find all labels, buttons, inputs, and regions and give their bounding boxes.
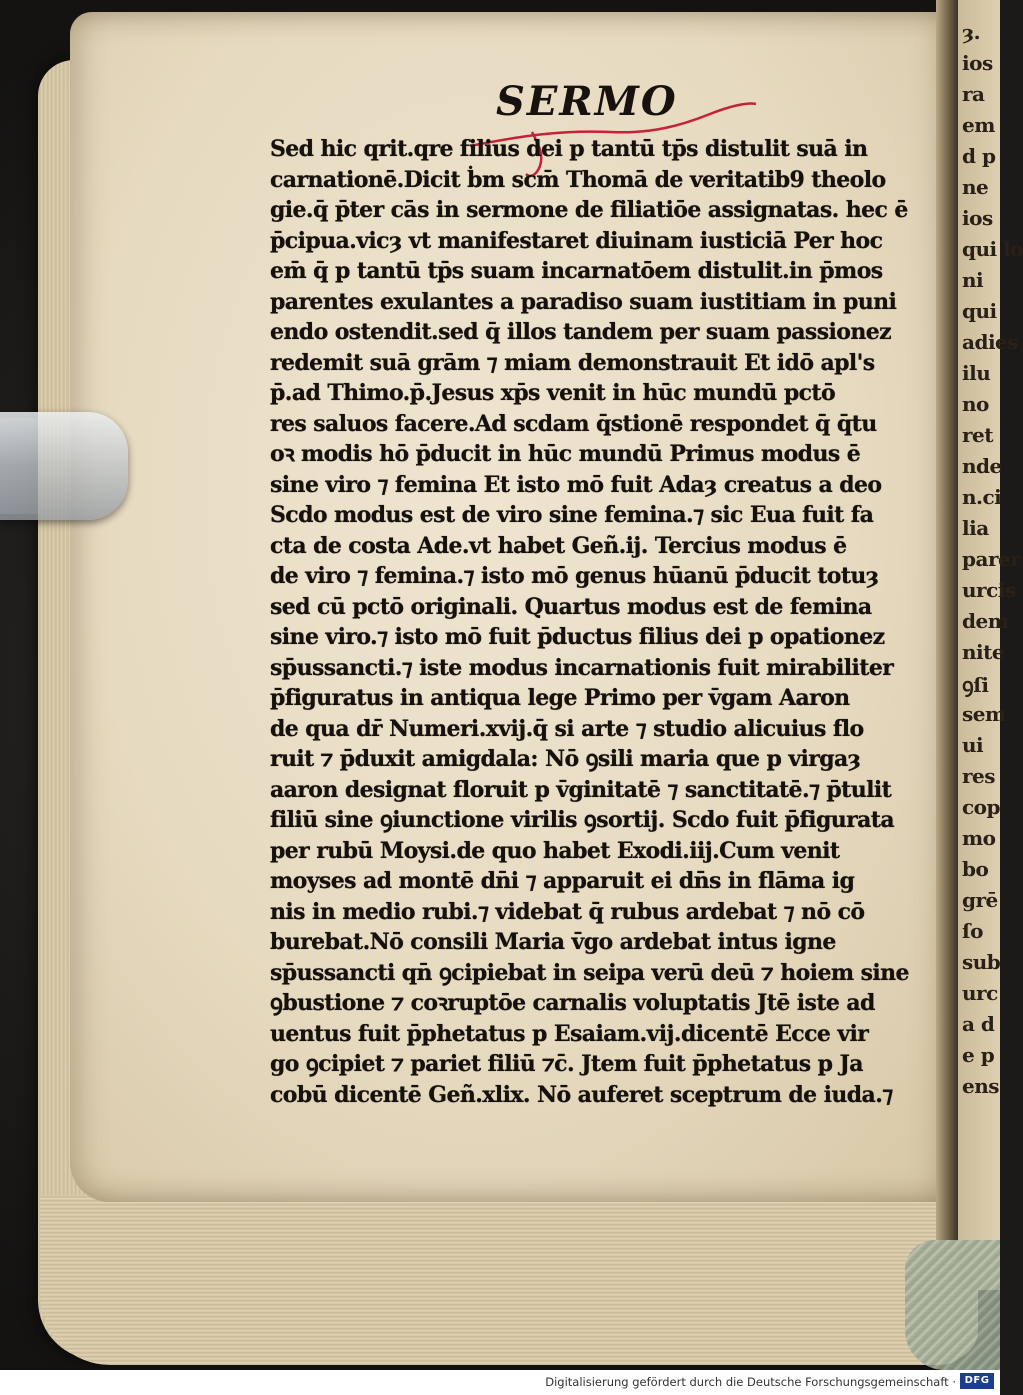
right-page-sliver: [958, 0, 1023, 1290]
page-heading: SERMO: [496, 78, 678, 125]
text-line: uentus fuit p̄phetatus p Esaiam.vij.dicentē Ecce vir: [270, 1020, 869, 1047]
right-page-fragment: grē: [962, 888, 998, 912]
text-line: sine viro.⁊ isto mō fuit p̄ductus filius dei p opationez: [270, 624, 885, 650]
text-line: res saluos facere.Ad scdam q̄stionē respondet q̄ q̄tu: [270, 410, 877, 437]
right-page-fragment: ne: [962, 175, 989, 199]
dfg-logo: DFG: [960, 1373, 994, 1389]
text-line: cobū dicentē Geñ.xlix. Nō auferet sceptrum de iuda.⁊: [270, 1081, 893, 1108]
text-line: endo ostendit.sed q̄ illos tandem per suam passionez: [270, 319, 892, 345]
right-page-fragment: nde: [962, 454, 1002, 478]
text-line: sp̄ussancti qn̄ ꝯcipiebat in seipa verū deū ⁊ hoiem sine: [270, 959, 909, 986]
right-page-fragment: ios: [962, 206, 993, 230]
right-page-fragment: adies: [962, 330, 1019, 354]
text-line: p̄figuratus in antiqua lege Primo per v̄gam Aaron: [270, 685, 850, 711]
right-page-fragment: mo: [962, 826, 996, 850]
right-page-fragment: lia: [962, 516, 989, 540]
text-line: ꝯbustione ⁊ coꝛruptōe carnalis voluptatis Jtē iste ad: [270, 990, 875, 1016]
text-line: moyses ad montē dn̄i ⁊ apparuit ei dn̄s in flāma ig: [270, 868, 855, 894]
right-page-edge-stain: [905, 1240, 1000, 1370]
text-line: filiū sine ꝯiunctione virilis ꝯsortij. Scdo fuit p̄figurata: [270, 807, 894, 833]
right-page-fragment: cop: [962, 795, 1001, 819]
footer-credit: Digitalisierung gefördert durch die Deutsche Forschungsgemeinschaft ·: [545, 1375, 956, 1389]
right-page-fragment: ilu: [962, 361, 991, 385]
right-page-fragment: ra: [962, 82, 985, 106]
right-page-fragment: ios: [962, 51, 993, 75]
right-page-fragment: bo: [962, 857, 989, 881]
right-page-fragment: nite: [962, 640, 1005, 664]
text-line: Scdo modus est de viro sine femina.⁊ sic Eua fuit fa: [270, 502, 874, 528]
text-line: em̄ q̄ p tantū tp̄s suam incarnatōem distulit.in p̄mos: [270, 258, 883, 284]
right-page-fragment: qui lo: [962, 237, 1023, 261]
right-page-fragment: dem: [962, 609, 1009, 633]
right-page-fragment: ret: [962, 423, 993, 447]
right-page-fragment: em: [962, 113, 995, 137]
body-text: [270, 134, 910, 1110]
right-page-fragment: ens: [962, 1074, 1000, 1098]
right-page-fragment: res: [962, 764, 996, 788]
text-line: nis in medio rubi.⁊ videbat q̄ rubus ardebat ⁊ nō cō: [270, 898, 865, 925]
right-page-fragment: ſo: [962, 919, 983, 943]
text-line: ruit ⁊ p̄duxit amigdala: Nō ꝯsili maria que p virgaȝ: [270, 746, 861, 772]
right-page-fragment: e p: [962, 1043, 995, 1067]
text-line: redemit suā grām ⁊ miam demonstrauit Et idō apl's: [270, 349, 875, 376]
text-line: de viro ⁊ femina.⁊ isto mō genus hūanū p̄ducit totuȝ: [270, 563, 879, 589]
text-line: Sed hic qrit.qre filius dei p tantū tp̄s distulit suā in: [270, 136, 868, 162]
right-page-fragment: a d: [962, 1012, 995, 1036]
right-page-fragment: n.ci: [962, 485, 1002, 509]
text-line: sed cū pctō originali. Quartus modus est de femina: [270, 593, 872, 620]
text-line: burebat.Nō consili Maria v̄go ardebat intus igne: [270, 929, 836, 955]
text-line: aaron designat floruit p v̄ginitatē ⁊ sanctitatē.⁊ p̄tulit: [270, 776, 892, 803]
right-page-fragment: ui: [962, 733, 984, 757]
right-page-fragment: ni: [962, 268, 984, 292]
text-line: sine viro ⁊ femina Et isto mō fuit Adaȝ creatus a deo: [270, 471, 882, 498]
right-page-fragment: no: [962, 392, 989, 416]
book-gutter: [936, 0, 958, 1240]
page-holder-clip: [0, 412, 128, 520]
text-line: go ꝯcipiet ⁊ pariet filiū ⁊c̄. Jtem fuit p̄phetatus p Ja: [270, 1051, 863, 1077]
text-line: oꝛ modis hō p̄ducit in hūc mundū Primus modus ē: [270, 441, 861, 467]
right-page-fragment: urc: [962, 981, 998, 1005]
right-page-fragment: d p: [962, 144, 996, 168]
right-page-fragment: ꝯſi: [962, 673, 989, 697]
text-line: gie.q̄ p̄ter cās in sermone de filiatiōe assignatas. hec ē: [270, 197, 908, 223]
right-page-fragment: ȝ.: [962, 20, 981, 44]
text-line: per rubū Moysi.de quo habet Exodi.iij.Cum venit: [270, 837, 840, 864]
text-line: p̄.ad Thimo.p̄.Jesus xp̄s venit in hūc mundū pctō: [270, 380, 836, 406]
text-line: cta de costa Ade.vt habet Geñ.ij. Tercius modus ē: [270, 532, 847, 559]
right-page-fragment: sub: [962, 950, 1001, 974]
text-line: sp̄ussancti.⁊ iste modus incarnationis fuit mirabiliter: [270, 654, 894, 681]
right-page-fragment: urcis: [962, 578, 1016, 602]
text-line: parentes exulantes a paradiso suam iustitiam in puni: [270, 288, 897, 315]
book-bottom-edge: [40, 1195, 970, 1365]
text-line: carnationē.Dicit ḃm scm̄ Thomā de veritatib9 theolo: [270, 166, 886, 193]
right-page-fragment: qui: [962, 299, 997, 323]
right-page-fragment: sem: [962, 702, 1006, 726]
text-line: de qua dr̄ Numeri.xvij.q̄ si arte ⁊ studio alicuius flo: [270, 715, 864, 742]
text-line: p̄cipua.vicȝ vt manifestaret diuinam iusticiā Per hoc: [270, 227, 883, 254]
right-page-fragment: parer: [962, 547, 1021, 571]
